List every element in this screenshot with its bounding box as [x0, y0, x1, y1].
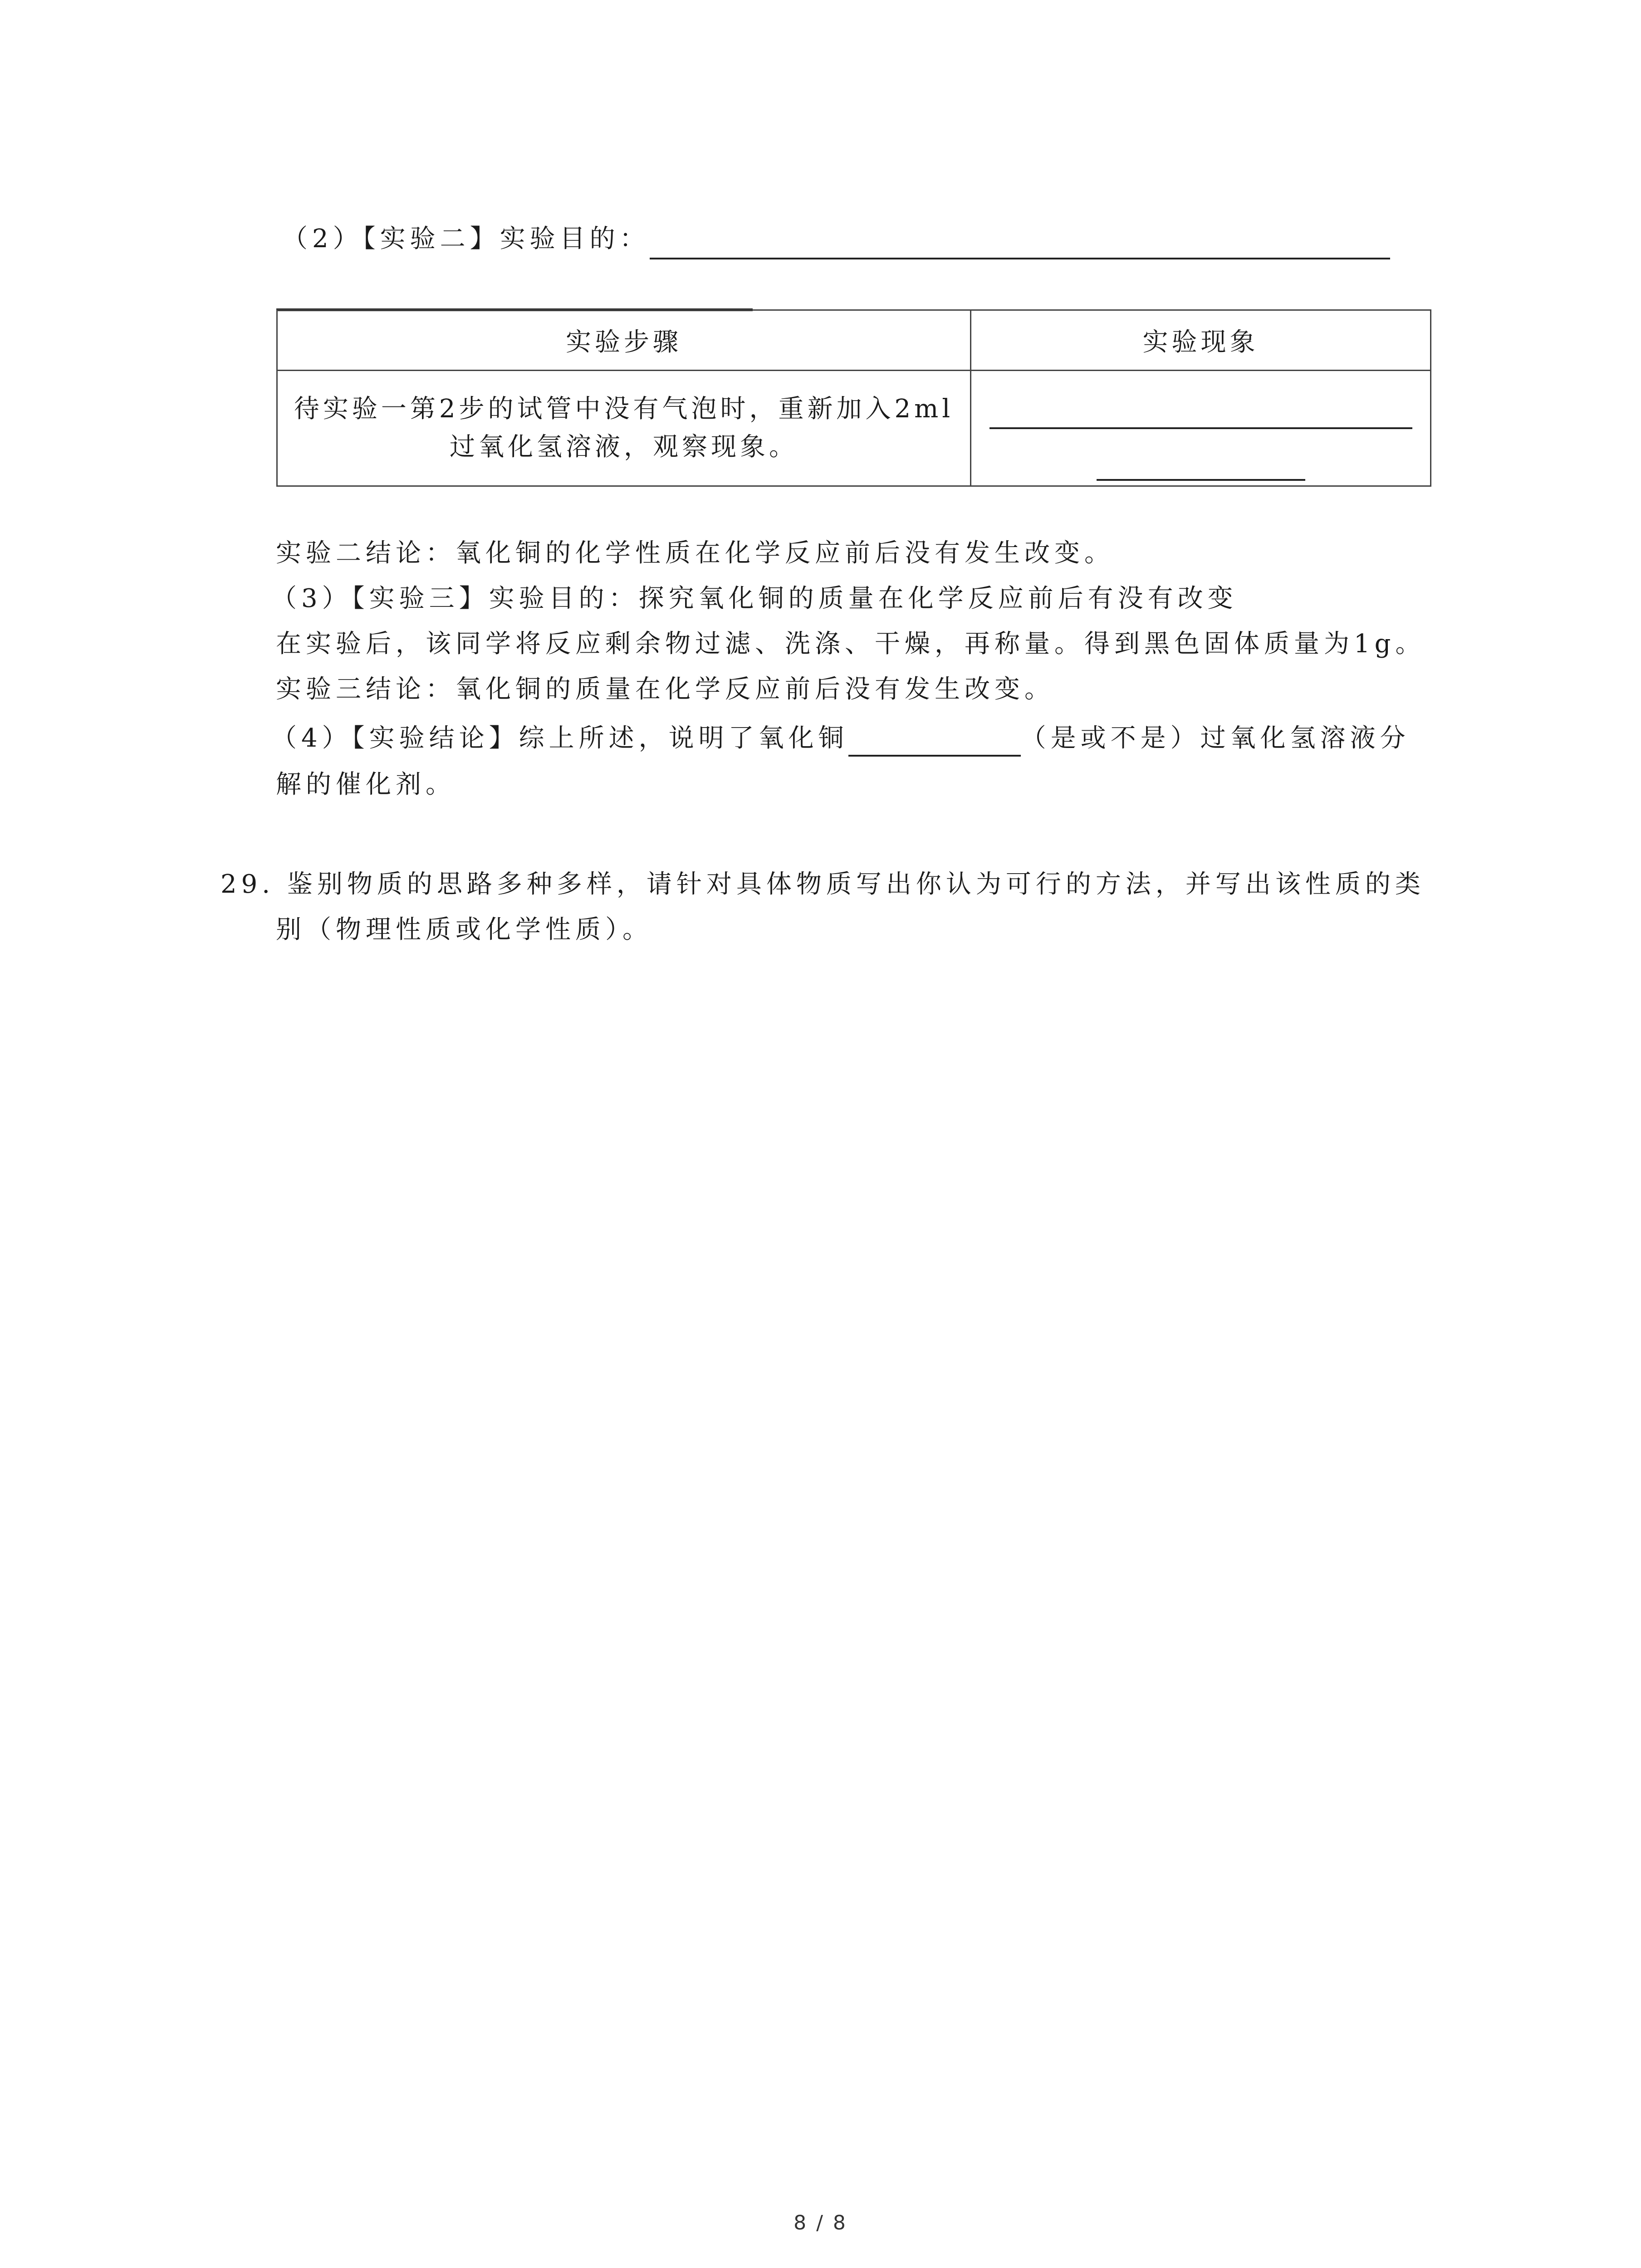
exp3-procedure: 在实验后，该同学将反应剩余物过滤、洗涤、干燥，再称量。得到黑色固体质量为1g。 [276, 629, 1425, 659]
q29-number: 29. [220, 870, 275, 899]
exp2-purpose-blank[interactable] [650, 258, 1390, 259]
phenomenon-blank-1[interactable] [989, 386, 1412, 429]
exp4-after-blank: （是或不是）过氧化氢溶液分 [1020, 723, 1410, 753]
table-step-cell [277, 371, 971, 486]
step-line-2: 过氧化氢溶液，观察现象。 [450, 432, 798, 462]
exp4-line-2: 解的催化剂。 [276, 770, 456, 799]
step-line-1: 待实验一第2步的试管中没有气泡时，重新加入2ml [294, 394, 954, 424]
page-number: 8 / 8 [794, 2211, 847, 2234]
table-header-phenomenon: 实验现象 [971, 310, 1431, 371]
q29-text-1: 鉴别物质的思路多种多样，请针对具体物质写出你认为可行的方法，并写出该性质的类 [287, 870, 1425, 899]
exp2-conclusion: 实验二结论：氧化铜的化学性质在化学反应前后没有发生改变。 [276, 538, 1114, 568]
experiment-table [276, 309, 1431, 487]
exp2-heading: （2）【实验二】实验目的： [282, 224, 650, 254]
phenomenon-blank-2[interactable] [1097, 429, 1305, 481]
q29-line-1 [220, 866, 1425, 903]
catalyst-answer-blank[interactable] [848, 728, 1021, 757]
table-phenomenon-cell[interactable] [971, 371, 1431, 486]
q29-line-2: 别（物理性质或化学性质）。 [276, 915, 652, 944]
exp3-heading: （3）【实验三】实验目的：探究氧化铜的质量在化学反应前后有没有改变 [271, 584, 1238, 613]
exp4-before-blank: （4）【实验结论】综上所述，说明了氧化铜 [271, 723, 848, 753]
table-header-step: 实验步骤 [277, 310, 971, 371]
exp3-conclusion: 实验三结论：氧化铜的质量在化学反应前后没有发生改变。 [276, 675, 1054, 704]
exp4-line-1 [271, 720, 1410, 757]
